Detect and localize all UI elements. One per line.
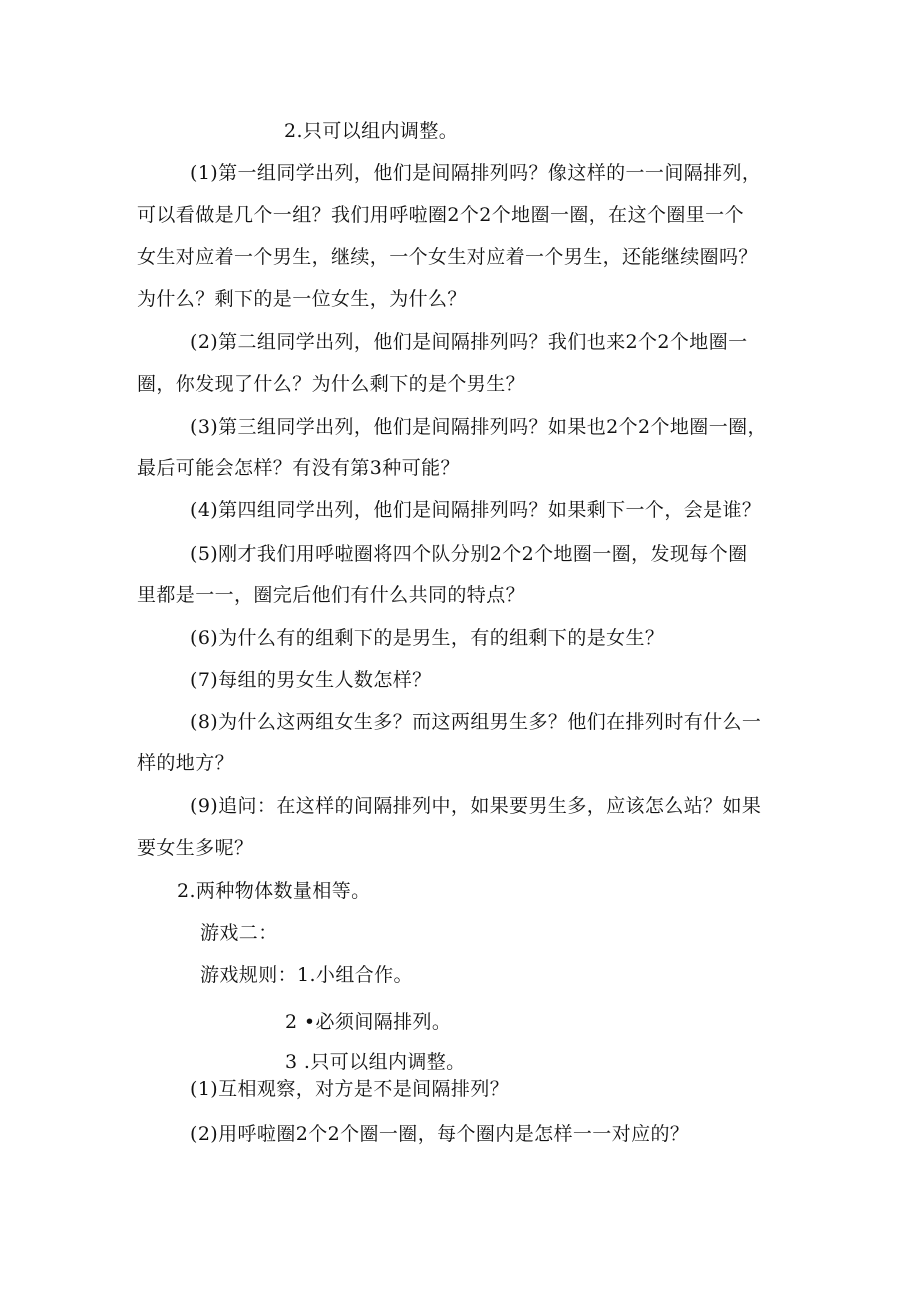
text-line: 游戏规则：1.小组合作。 <box>200 964 413 986</box>
text-line: (6)为什么有的组剩下的是男生，有的组剩下的是女生？ <box>190 627 665 649</box>
text-line: (5)刚才我们用呼啦圈将四个队分别2个2个地圈一圈，发现每个圈 <box>190 543 748 565</box>
heading-line: 2.两种物体数量相等。 <box>177 880 371 902</box>
text-line: 2 •必须间隔排列。 <box>285 1011 452 1033</box>
text-line: 里都是一一，圈完后他们有什么共同的特点？ <box>137 584 526 606</box>
text-line: (7)每组的男女生人数怎样？ <box>190 669 432 691</box>
text-line: (2)用呼啦圈2个2个圈一圈，每个圈内是怎样一一对应的？ <box>190 1123 690 1145</box>
text-line: 最后可能会怎样？有没有第3种可能？ <box>137 457 460 479</box>
text-line: 女生对应着一个男生，继续，一个女生对应着一个男生，还能继续圈吗？ <box>137 246 758 268</box>
text-line: 样的地方？ <box>137 752 235 774</box>
text-line: (9)追问：在这样的间隔排列中，如果要男生多，应该怎么站？如果 <box>190 795 762 817</box>
text-line: (4)第四组同学出列，他们是间隔排列吗？如果剩下一个，会是谁？ <box>190 499 762 521</box>
text-line: (1)互相观察，对方是不是间隔排列？ <box>190 1078 510 1100</box>
text-line: (8)为什么这两组女生多？而这两组男生多？他们在排列时有什么一 <box>190 711 762 733</box>
text-line: 2.只可以组内调整。 <box>284 120 459 142</box>
text-line: 要女生多呢？ <box>137 837 254 859</box>
text-line: 可以看做是几个一组？我们用呼啦圈2个2个地圈一圈，在这个圈里一个 <box>137 204 744 226</box>
text-line: 游戏二： <box>200 922 278 944</box>
text-line: 3 .只可以组内调整。 <box>285 1051 466 1073</box>
text-line: 圈，你发现了什么？为什么剩下的是个男生？ <box>137 373 526 395</box>
text-line: (2)第二组同学出列，他们是间隔排列吗？我们也来2个2个地圈一 <box>190 331 748 353</box>
text-line: (1)第一组同学出列，他们是间隔排列吗？像这样的一一间隔排列， <box>190 162 762 184</box>
text-line: (3)第三组同学出列，他们是间隔排列吗？如果也2个2个地圈一圈， <box>190 416 767 438</box>
text-line: 为什么？剩下的是一位女生，为什么？ <box>137 288 467 310</box>
